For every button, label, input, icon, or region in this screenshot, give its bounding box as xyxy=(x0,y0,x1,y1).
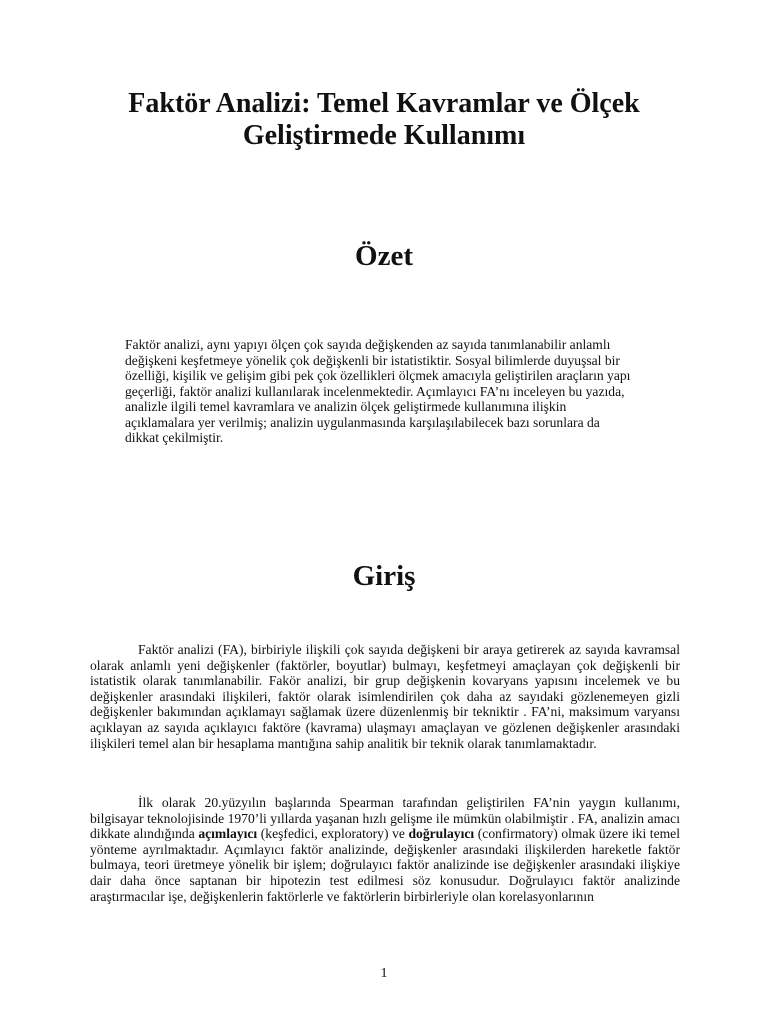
introduction-paragraph-1: Faktör analizi (FA), birbiriyle ilişkili çok sayıda değişkeni bir araya getirerek az sayıda kavramsal olarak anlamlı yeni değişkenler (faktörler, boyutlar) bulmayı, keşfetmeyi amaçlayan çok değişkenli bir istatistik olarak tanımlanabilir. Fakör analizi, bir grup değişkenin kovaryans yapısını incelemek ve bu değişkenler arasındaki ilişkileri, faktör olarak isimlendirilen çok daha az sayıdaki gözlenemeyen gizli değişkenler bakımından açıklamayı sağlamak üzere düzenlenmiş bir tekniktir . FA’ni, maksimum varyansı açıklayan az sayıda açıklayıcı faktöre (kavrama) ulaşmayı amaçlayan ve gözlenen değişkenler arasındaki ilişkileri temel alan bir hesaplama mantığına sahip analitik bir teknik olarak tanımlamaktadır. xyxy=(90,642,680,751)
paragraph-2-text-a: İlk olarak 20.yüzyılın başlarında Spearman tarafından geliştirilen FA’nin yaygın kullanımı, bilgisayar teknolojisinde 1970’li yıllarda yaşanan hızlı gelişme ile mümkün olabilmiştir . FA, analizin amacı dikkate alındığında xyxy=(90,795,680,842)
introduction-heading: Giriş xyxy=(352,560,416,592)
abstract-text: Faktör analizi, aynı yapıyı ölçen çok sayıda değişkenden az sayıda tanımlanabilir anlamlı değişkeni keşfetmeye yönelik çok değişkenli bir istatistiktir. Sosyal bilimlerde duyuşsal bir özelliği, kişilik ve gelişim gibi pek çok özellikleri ölçmek amacıyla geliştirilen araçların yapı geçerliği, faktör analizi kullanılarak incelenmektedir. Açımlayıcı FA’nı inceleyen bu yazıda, analizle ilgili temel kavramlara ve analizin ölçek geliştirmede kullanımına ilişkin açıklamalara yer verilmiş; analizin uygulanmasında karşılaşılabilecek bazı sorunlara da dikkat çekilmiştir. xyxy=(125,337,631,445)
introduction-body-2 xyxy=(90,795,680,904)
abstract-heading: Özet xyxy=(355,240,413,272)
page-number: 1 xyxy=(380,966,388,981)
introduction-paragraph-2 xyxy=(90,795,680,904)
term-exploratory: açımlayıcı xyxy=(198,826,258,842)
introduction-body xyxy=(90,642,680,751)
title-line-1: Faktör Analizi: Temel Kavramlar ve Ölçek xyxy=(128,88,640,119)
paragraph-2-text-b: (keşfedici, exploratory) ve xyxy=(257,826,409,842)
term-confirmatory: doğrulayıcı xyxy=(408,826,475,842)
title-line-2: Geliştirmede Kullanımı xyxy=(242,120,526,151)
paragraph-2-text-c: (confirmatory) olmak üzere iki temel yönteme ayrılmaktadır. Açımlayıcı faktör analizinde, değişkenler arasındaki ilişkilerden hareketle faktör bulmaya, teori üretmeye yönelik bir işlem; doğrulayıcı faktör analizinde ise değişkenler arasındaki ilişkiye dair daha önce saptanan bir hipotezin test edilmesi söz konusudur. Doğrulayıcı faktör analizinde araştırmacılar işe, değişkenlerin faktörlerle ve faktörlerin birbirleriyle olan korelasyonlarının xyxy=(90,826,680,904)
document-title xyxy=(60,88,708,152)
